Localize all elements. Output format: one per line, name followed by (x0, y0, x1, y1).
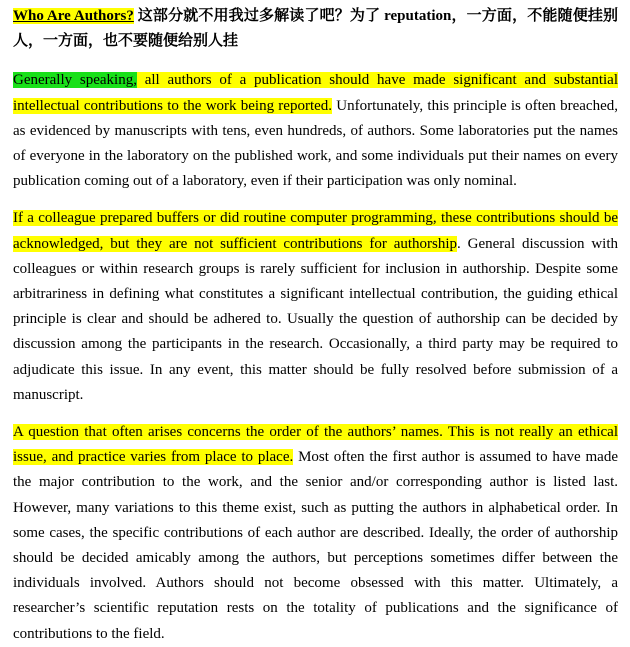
paragraph-text: Unfortunately, this principle is often breached, as evidenced by manuscripts with tens, even hundreds, of authors. Some laboratories put the names of everyone in the laboratory on the published work, and some individuals put their names on every publication coming out of a laboratory, even if their participation was only nominal. (13, 97, 618, 190)
paragraph-1 (13, 68, 618, 194)
highlight-yellow-text: A question that often arises concerns the order of the authors’ names. This is not really an ethical issue, and practice varies from place to place. (13, 424, 618, 466)
heading-note: 这部分就不用我过多解读了吧？为了 reputation，一方面，不能随便挂别人，一方面，也不要随便给别人挂 (13, 8, 618, 50)
highlight-yellow-text: If a colleague prepared buffers or did routine computer programming, these contributions should be acknowledged, but they are not sufficient contributions for authorship (13, 210, 618, 252)
paragraph-text: . General discussion with colleagues or within research groups is rarely sufficient for inclusion in authorship. Despite some arbitrariness in defining what constitutes a significant intellectual contribution, the guiding ethical principle is clear and should be adhered to. Usually the question of authorship can be decided by discussion among the participants in the research. Occasionally, a third party may be required to adjudicate this issue. In any event, this matter should be fully resolved before submission of a manuscript. (13, 235, 619, 403)
paragraph-2 (13, 206, 618, 408)
highlight-yellow-text: all authors of a publication should have made significant and substantial intellectual contributions to the work being reported. (13, 72, 618, 114)
highlight-green-text: Generally speaking, (13, 72, 137, 89)
paragraph-text: Most often the first author is assumed to have made the major contribution to the work, and the senior and/or corresponding author is listed last. However, many variations to this theme exist, such as putting the authors in alphabetical order. In some cases, the specific contributions of each author are described. Ideally, the order of authorship should be decided amicably among the authors, but perceptions sometimes differ between the individuals involved. Authors should not become obsessed with this matter. Ultimately, a researcher’s scientific reputation rests on the totality of publications and the significance of contributions to the field. (13, 449, 618, 642)
paragraph-3 (13, 420, 618, 647)
section-heading (13, 4, 618, 54)
heading-title: Who Are Authors? (13, 8, 134, 24)
